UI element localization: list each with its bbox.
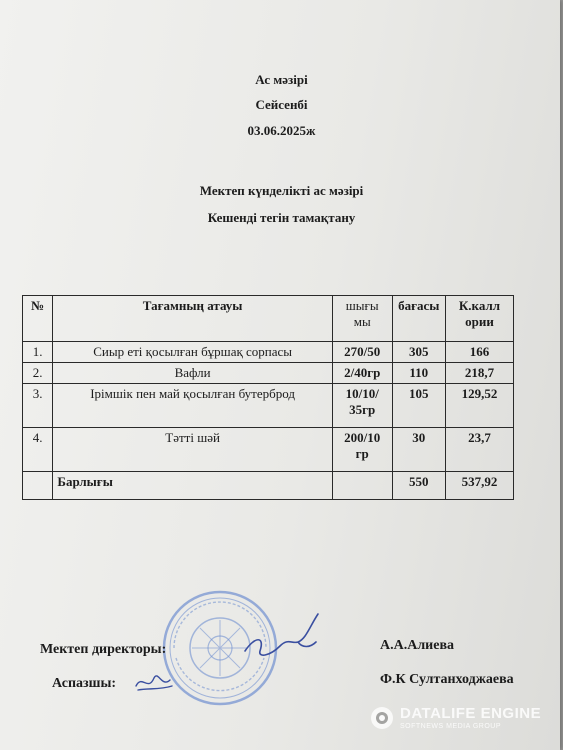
cell-kcal: 166: [445, 342, 513, 363]
cell-number: 1.: [23, 342, 53, 363]
table-row: [23, 428, 514, 472]
col-number-header: №: [23, 296, 53, 342]
director-name: А.А.Алиева: [380, 638, 455, 653]
cook-label: Аспазшы:: [52, 676, 117, 691]
col-kcal-header: К.калл ории: [445, 296, 513, 342]
subtitle-daily-menu: Мектеп күнделікті ас мәзірі: [199, 183, 364, 198]
cell-weight-empty: [332, 472, 392, 500]
cell-name: Вафли: [53, 363, 333, 384]
cell-name: Ірімшік пен май қосылған бутерброд: [53, 384, 333, 428]
day-of-week: Сейсенбі: [255, 97, 308, 112]
cell-name: Тәтті шәй: [53, 428, 333, 472]
cell-kcal: 218,7: [445, 363, 513, 384]
cell-number: 3.: [23, 384, 53, 428]
cell-number: 4.: [23, 428, 53, 472]
total-label: Барлығы: [53, 472, 333, 500]
cook-name: Ф.К Султанходжаева: [380, 672, 514, 687]
subtitle-free-meals: Кешенді тегін тамақтану: [207, 210, 356, 225]
table-header-row: [23, 296, 514, 342]
table-row: [23, 363, 514, 384]
watermark: [370, 706, 541, 730]
cook-signature-icon: [132, 664, 177, 696]
cell-weight: 200/10 гр: [332, 428, 392, 472]
datalife-logo-icon: [370, 706, 394, 730]
cell-number-empty: [23, 472, 53, 500]
cell-kcal: 129,52: [445, 384, 513, 428]
watermark-subtitle: SOFTNEWS MEDIA GROUP: [400, 723, 502, 730]
director-label: Мектеп директоры:: [40, 642, 167, 657]
table-row: [23, 342, 514, 363]
total-price: 550: [392, 472, 445, 500]
cell-weight: 2/40гр: [332, 363, 392, 384]
cell-name: Сиыр еті қосылған бұршақ сорпасы: [53, 342, 333, 363]
table-row: [23, 384, 514, 428]
cell-number: 2.: [23, 363, 53, 384]
cell-price: 30: [392, 428, 445, 472]
table-total-row: [23, 472, 514, 500]
cell-weight: 270/50: [332, 342, 392, 363]
total-kcal: 537,92: [445, 472, 513, 500]
date: 03.06.2025ж: [247, 123, 316, 138]
title-menu: Ас мәзірі: [255, 72, 308, 87]
cell-weight: 10/10/ 35гр: [332, 384, 392, 428]
menu-table: [22, 295, 514, 500]
col-name-header: Тағамның атауы: [53, 296, 333, 342]
cell-price: 105: [392, 384, 445, 428]
watermark-title: DATALIFE ENGINE: [400, 705, 542, 722]
cell-price: 305: [392, 342, 445, 363]
director-signature-icon: [240, 606, 330, 666]
cell-kcal: 23,7: [445, 428, 513, 472]
col-price-header: бағасы: [392, 296, 445, 342]
cell-price: 110: [392, 363, 445, 384]
col-weight-header: шығы мы: [332, 296, 392, 342]
